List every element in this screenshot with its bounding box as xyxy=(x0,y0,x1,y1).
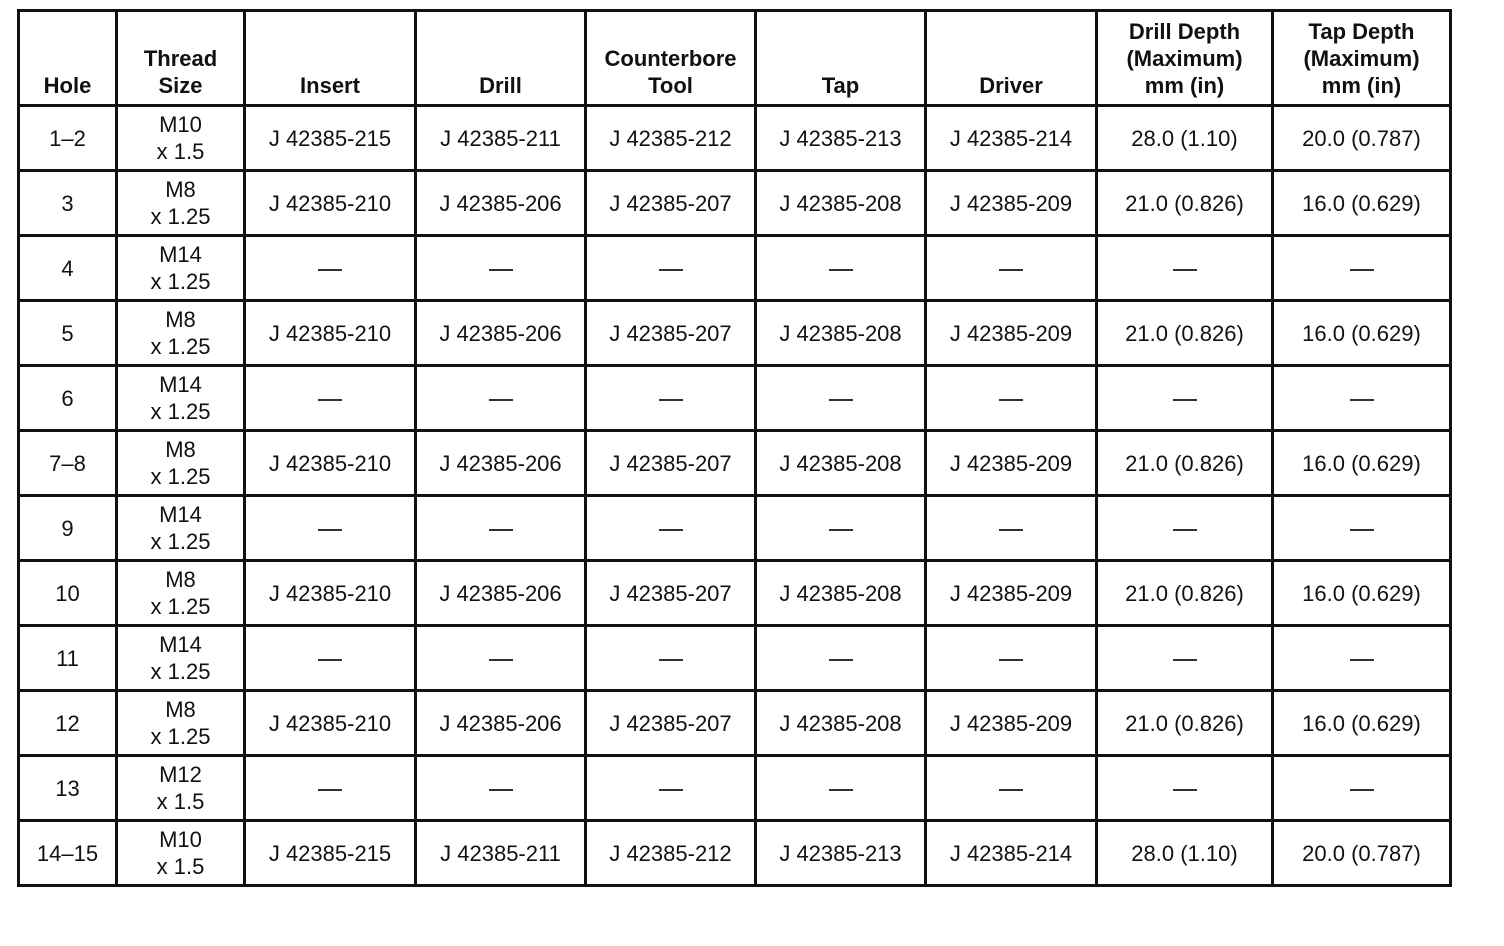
hole-cell-text: 10 xyxy=(55,580,80,606)
driver-cell xyxy=(926,561,1097,626)
thread-size-cell xyxy=(117,691,245,756)
not-applicable-dash xyxy=(829,529,853,531)
thread-size-cell xyxy=(117,171,245,236)
drill-cell-text: J 42385-206 xyxy=(439,190,562,216)
driver-cell xyxy=(926,366,1097,431)
driver-cell xyxy=(926,691,1097,756)
not-applicable-dash xyxy=(489,789,513,791)
header-tap-depth xyxy=(1273,11,1451,106)
thread-size-cell xyxy=(117,756,245,821)
not-applicable-dash xyxy=(1173,789,1197,791)
table-row xyxy=(19,236,1451,301)
not-applicable-dash xyxy=(318,789,342,791)
thread-size-line: M8 xyxy=(165,567,196,592)
tap-depth-cell-text: 16.0 (0.629) xyxy=(1302,320,1421,346)
drill-cell-text: J 42385-206 xyxy=(439,580,562,606)
drill-cell xyxy=(416,106,586,171)
counterbore-tool-cell-text: J 42385-207 xyxy=(609,580,732,606)
insert-cell-text: J 42385-215 xyxy=(268,840,392,866)
thread-size-line: x 1.5 xyxy=(156,854,205,879)
tap-depth-cell-text: 16.0 (0.629) xyxy=(1302,190,1421,216)
thread-size-line: x 1.5 xyxy=(156,139,205,164)
table-row xyxy=(19,756,1451,821)
thread-size-line: x 1.5 xyxy=(156,789,205,814)
counterbore-tool-cell xyxy=(586,106,756,171)
tap-cell xyxy=(756,496,926,561)
counterbore-tool-cell-text: J 42385-207 xyxy=(609,450,732,476)
thread-size-line: x 1.25 xyxy=(150,269,211,294)
not-applicable-dash xyxy=(659,659,683,661)
insert-cell-text: J 42385-210 xyxy=(268,580,392,606)
tap-depth-cell xyxy=(1273,561,1451,626)
tap-depth-cell-text: 20.0 (0.787) xyxy=(1302,125,1421,151)
tap-cell xyxy=(756,301,926,366)
header-label-line: (Maximum) xyxy=(1126,46,1243,71)
thread-size-cell xyxy=(117,236,245,301)
hole-cell-text: 6 xyxy=(61,385,74,411)
insert-cell xyxy=(245,366,416,431)
thread-size-line: M8 xyxy=(165,177,196,202)
counterbore-tool-cell-text: J 42385-212 xyxy=(609,840,732,866)
thread-size-line: x 1.25 xyxy=(150,334,211,359)
driver-cell-text: J 42385-214 xyxy=(949,840,1073,866)
tap-cell-text: J 42385-213 xyxy=(779,125,902,151)
header-label-line: Counterbore xyxy=(604,46,737,71)
insert-tool-table xyxy=(17,9,1452,887)
hole-cell xyxy=(19,301,117,366)
hole-cell-text: 12 xyxy=(55,710,80,736)
counterbore-tool-cell xyxy=(586,236,756,301)
header-label-line: Drill xyxy=(479,73,522,98)
not-applicable-dash xyxy=(318,529,342,531)
not-applicable-dash xyxy=(659,529,683,531)
thread-size-line: x 1.25 xyxy=(150,399,211,424)
driver-cell-text: J 42385-214 xyxy=(949,125,1073,151)
tap-cell-text: J 42385-208 xyxy=(779,450,902,476)
not-applicable-dash xyxy=(829,399,853,401)
header-label-line: Driver xyxy=(979,73,1043,98)
hole-cell-text: 11 xyxy=(56,645,79,671)
hole-cell xyxy=(19,366,117,431)
drill-depth-cell xyxy=(1097,561,1273,626)
drill-depth-cell xyxy=(1097,106,1273,171)
table-row xyxy=(19,691,1451,756)
hole-cell-text: 7–8 xyxy=(49,450,86,476)
drill-depth-cell-text: 21.0 (0.826) xyxy=(1125,450,1244,476)
drill-depth-cell xyxy=(1097,171,1273,236)
tap-depth-cell xyxy=(1273,171,1451,236)
driver-cell xyxy=(926,626,1097,691)
not-applicable-dash xyxy=(999,789,1023,791)
drill-cell-text: J 42385-211 xyxy=(440,125,561,151)
tap-depth-cell xyxy=(1273,756,1451,821)
thread-size-line: x 1.25 xyxy=(150,204,211,229)
hole-cell xyxy=(19,626,117,691)
hole-cell xyxy=(19,106,117,171)
insert-cell xyxy=(245,756,416,821)
insert-cell xyxy=(245,301,416,366)
drill-cell xyxy=(416,691,586,756)
tap-cell-text: J 42385-213 xyxy=(779,840,902,866)
counterbore-tool-cell-text: J 42385-207 xyxy=(609,190,732,216)
drill-cell xyxy=(416,821,586,886)
driver-cell xyxy=(926,431,1097,496)
table-row xyxy=(19,496,1451,561)
tap-depth-cell xyxy=(1273,496,1451,561)
counterbore-tool-cell xyxy=(586,561,756,626)
tap-cell xyxy=(756,561,926,626)
tap-cell xyxy=(756,366,926,431)
header-row xyxy=(19,11,1451,106)
driver-cell xyxy=(926,171,1097,236)
counterbore-tool-cell-text: J 42385-207 xyxy=(609,320,732,346)
not-applicable-dash xyxy=(1173,399,1197,401)
insert-cell-text: J 42385-210 xyxy=(268,190,392,216)
counterbore-tool-cell-text: J 42385-207 xyxy=(609,710,732,736)
drill-cell-text: J 42385-206 xyxy=(439,320,562,346)
hole-cell-text: 1–2 xyxy=(49,125,86,151)
thread-size-cell xyxy=(117,301,245,366)
header-label-line: Tap xyxy=(821,73,860,98)
not-applicable-dash xyxy=(999,269,1023,271)
hole-cell-text: 14–15 xyxy=(36,840,99,866)
tap-cell xyxy=(756,171,926,236)
drill-depth-cell xyxy=(1097,756,1273,821)
counterbore-tool-cell-text: J 42385-212 xyxy=(609,125,732,151)
hole-cell-text: 5 xyxy=(61,320,74,346)
thread-size-line: M14 xyxy=(159,632,202,657)
insert-cell xyxy=(245,626,416,691)
header-counterbore-tool xyxy=(586,11,756,106)
table-row xyxy=(19,561,1451,626)
counterbore-tool-cell xyxy=(586,756,756,821)
not-applicable-dash xyxy=(1173,529,1197,531)
not-applicable-dash xyxy=(1173,269,1197,271)
tap-depth-cell-text: 16.0 (0.629) xyxy=(1302,450,1421,476)
table-row xyxy=(19,301,1451,366)
drill-depth-cell-text: 28.0 (1.10) xyxy=(1131,125,1238,151)
hole-cell xyxy=(19,756,117,821)
driver-cell xyxy=(926,496,1097,561)
not-applicable-dash xyxy=(489,529,513,531)
table-row xyxy=(19,821,1451,886)
drill-depth-cell-text: 21.0 (0.826) xyxy=(1125,710,1244,736)
header-driver xyxy=(926,11,1097,106)
not-applicable-dash xyxy=(1350,529,1374,531)
hole-cell xyxy=(19,496,117,561)
drill-depth-cell xyxy=(1097,691,1273,756)
table-row xyxy=(19,626,1451,691)
thread-size-line: x 1.25 xyxy=(150,464,211,489)
thread-size-cell xyxy=(117,431,245,496)
tap-depth-cell xyxy=(1273,821,1451,886)
not-applicable-dash xyxy=(659,399,683,401)
header-tap xyxy=(756,11,926,106)
header-label-line: Hole xyxy=(43,73,92,98)
drill-depth-cell xyxy=(1097,821,1273,886)
table-row xyxy=(19,171,1451,236)
tap-cell xyxy=(756,691,926,756)
not-applicable-dash xyxy=(318,399,342,401)
insert-cell xyxy=(245,496,416,561)
drill-depth-cell xyxy=(1097,496,1273,561)
insert-cell xyxy=(245,431,416,496)
counterbore-tool-cell xyxy=(586,496,756,561)
not-applicable-dash xyxy=(489,659,513,661)
table-body xyxy=(19,106,1451,886)
thread-size-cell xyxy=(117,821,245,886)
insert-cell-text: J 42385-210 xyxy=(268,450,392,476)
driver-cell-text: J 42385-209 xyxy=(949,710,1073,736)
counterbore-tool-cell xyxy=(586,171,756,236)
driver-cell xyxy=(926,236,1097,301)
header-hole xyxy=(19,11,117,106)
tap-depth-cell xyxy=(1273,626,1451,691)
thread-size-line: M14 xyxy=(159,502,202,527)
not-applicable-dash xyxy=(318,269,342,271)
hole-cell-text: 3 xyxy=(61,190,74,216)
header-drill-depth xyxy=(1097,11,1273,106)
header-insert xyxy=(245,11,416,106)
drill-cell-text: J 42385-211 xyxy=(440,840,561,866)
header-label-line: (Maximum) xyxy=(1303,46,1420,71)
insert-cell xyxy=(245,821,416,886)
hole-cell xyxy=(19,431,117,496)
drill-depth-cell-text: 21.0 (0.826) xyxy=(1125,320,1244,346)
tap-depth-cell xyxy=(1273,106,1451,171)
thread-size-line: M8 xyxy=(165,307,196,332)
insert-cell xyxy=(245,691,416,756)
not-applicable-dash xyxy=(1350,399,1374,401)
header-label-line: mm (in) xyxy=(1144,73,1225,98)
thread-size-line: x 1.25 xyxy=(150,724,211,749)
counterbore-tool-cell xyxy=(586,691,756,756)
counterbore-tool-cell xyxy=(586,431,756,496)
drill-cell-text: J 42385-206 xyxy=(439,710,562,736)
drill-cell xyxy=(416,756,586,821)
insert-cell-text: J 42385-215 xyxy=(268,125,392,151)
not-applicable-dash xyxy=(489,269,513,271)
header-drill xyxy=(416,11,586,106)
drill-depth-cell-text: 28.0 (1.10) xyxy=(1131,840,1238,866)
header-label-line: Size xyxy=(158,73,203,98)
drill-cell xyxy=(416,366,586,431)
tap-cell-text: J 42385-208 xyxy=(779,190,902,216)
not-applicable-dash xyxy=(1350,789,1374,791)
tap-cell xyxy=(756,626,926,691)
tap-depth-cell-text: 16.0 (0.629) xyxy=(1302,580,1421,606)
driver-cell-text: J 42385-209 xyxy=(949,450,1073,476)
not-applicable-dash xyxy=(999,399,1023,401)
tap-depth-cell-text: 16.0 (0.629) xyxy=(1302,710,1421,736)
not-applicable-dash xyxy=(829,269,853,271)
thread-size-cell xyxy=(117,561,245,626)
thread-size-cell xyxy=(117,626,245,691)
driver-cell xyxy=(926,106,1097,171)
driver-cell xyxy=(926,821,1097,886)
tap-cell xyxy=(756,236,926,301)
not-applicable-dash xyxy=(829,659,853,661)
thread-size-line: M10 xyxy=(159,827,202,852)
tap-cell xyxy=(756,756,926,821)
tap-depth-cell xyxy=(1273,236,1451,301)
driver-cell xyxy=(926,756,1097,821)
hole-cell xyxy=(19,236,117,301)
tap-cell-text: J 42385-208 xyxy=(779,580,902,606)
drill-cell-text: J 42385-206 xyxy=(439,450,562,476)
thread-size-cell xyxy=(117,106,245,171)
thread-size-cell xyxy=(117,496,245,561)
header-label-line: Tap Depth xyxy=(1308,19,1415,44)
thread-size-line: x 1.25 xyxy=(150,529,211,554)
tap-depth-cell xyxy=(1273,301,1451,366)
thread-size-line: M12 xyxy=(159,762,202,787)
insert-cell-text: J 42385-210 xyxy=(268,710,392,736)
table-row xyxy=(19,366,1451,431)
not-applicable-dash xyxy=(1350,269,1374,271)
not-applicable-dash xyxy=(659,269,683,271)
tap-cell-text: J 42385-208 xyxy=(779,320,902,346)
header-thread-size xyxy=(117,11,245,106)
counterbore-tool-cell xyxy=(586,366,756,431)
drill-cell xyxy=(416,626,586,691)
thread-size-line: M10 xyxy=(159,112,202,137)
driver-cell-text: J 42385-209 xyxy=(949,580,1073,606)
tap-depth-cell-text: 20.0 (0.787) xyxy=(1302,840,1421,866)
header-label-line: mm (in) xyxy=(1321,73,1402,98)
hole-cell xyxy=(19,821,117,886)
drill-depth-cell xyxy=(1097,236,1273,301)
drill-depth-cell xyxy=(1097,431,1273,496)
not-applicable-dash xyxy=(1350,659,1374,661)
tap-depth-cell xyxy=(1273,431,1451,496)
counterbore-tool-cell xyxy=(586,626,756,691)
drill-cell xyxy=(416,496,586,561)
thread-size-line: M8 xyxy=(165,437,196,462)
insert-cell xyxy=(245,561,416,626)
drill-cell xyxy=(416,561,586,626)
drill-cell xyxy=(416,236,586,301)
table-row xyxy=(19,431,1451,496)
driver-cell xyxy=(926,301,1097,366)
drill-depth-cell-text: 21.0 (0.826) xyxy=(1125,580,1244,606)
insert-cell xyxy=(245,236,416,301)
thread-size-line: M14 xyxy=(159,242,202,267)
table-row xyxy=(19,106,1451,171)
insert-cell-text: J 42385-210 xyxy=(268,320,392,346)
not-applicable-dash xyxy=(318,659,342,661)
drill-cell xyxy=(416,301,586,366)
not-applicable-dash xyxy=(1173,659,1197,661)
tap-cell xyxy=(756,821,926,886)
drill-depth-cell-text: 21.0 (0.826) xyxy=(1125,190,1244,216)
drill-depth-cell xyxy=(1097,301,1273,366)
tap-cell-text: J 42385-208 xyxy=(779,710,902,736)
insert-cell xyxy=(245,171,416,236)
header-label-line: Insert xyxy=(300,73,360,98)
not-applicable-dash xyxy=(489,399,513,401)
not-applicable-dash xyxy=(829,789,853,791)
driver-cell-text: J 42385-209 xyxy=(949,320,1073,346)
header-label-line: Drill Depth xyxy=(1128,19,1241,44)
thread-size-line: M8 xyxy=(165,697,196,722)
tap-cell xyxy=(756,431,926,496)
drill-cell xyxy=(416,431,586,496)
hole-cell-text: 13 xyxy=(55,775,80,801)
header-label-line: Thread xyxy=(143,46,218,71)
counterbore-tool-cell xyxy=(586,301,756,366)
hole-cell xyxy=(19,171,117,236)
drill-cell xyxy=(416,171,586,236)
not-applicable-dash xyxy=(659,789,683,791)
not-applicable-dash xyxy=(999,659,1023,661)
thread-size-cell xyxy=(117,366,245,431)
not-applicable-dash xyxy=(999,529,1023,531)
hole-cell-text: 4 xyxy=(61,255,74,281)
thread-size-line: M14 xyxy=(159,372,202,397)
thread-size-line: x 1.25 xyxy=(150,659,211,684)
hole-cell xyxy=(19,691,117,756)
tap-cell xyxy=(756,106,926,171)
drill-depth-cell xyxy=(1097,626,1273,691)
hole-cell xyxy=(19,561,117,626)
hole-cell-text: 9 xyxy=(61,515,74,541)
table-header xyxy=(19,11,1451,106)
header-label-line: Tool xyxy=(648,73,693,98)
tap-depth-cell xyxy=(1273,366,1451,431)
thread-size-line: x 1.25 xyxy=(150,594,211,619)
drill-depth-cell xyxy=(1097,366,1273,431)
insert-cell xyxy=(245,106,416,171)
counterbore-tool-cell xyxy=(586,821,756,886)
driver-cell-text: J 42385-209 xyxy=(949,190,1073,216)
tap-depth-cell xyxy=(1273,691,1451,756)
